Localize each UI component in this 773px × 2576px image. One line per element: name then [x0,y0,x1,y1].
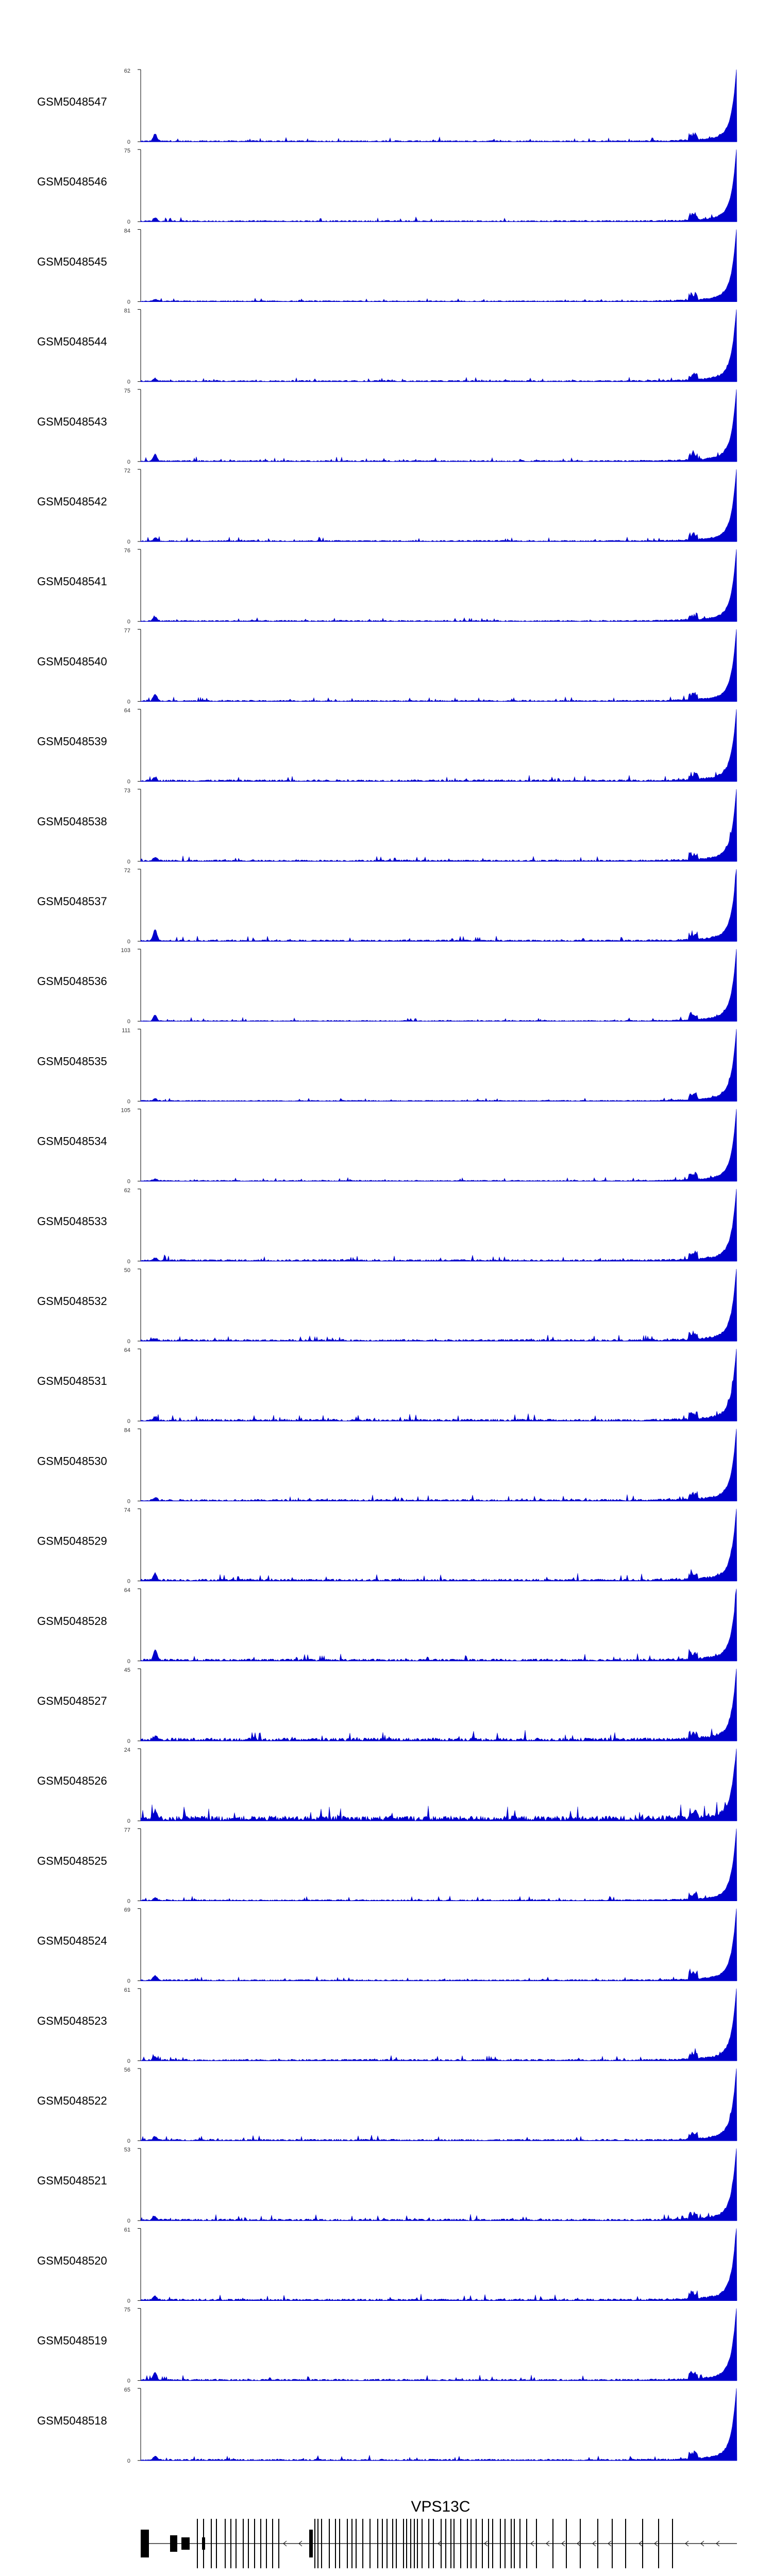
coverage-area [141,1509,737,1581]
track [37,947,737,1025]
y-max-label: 75 [124,2307,130,2313]
y-max-label: 56 [124,2067,130,2073]
gene-exon [536,2519,537,2568]
track [37,2147,737,2224]
track [37,2307,737,2384]
track [37,68,737,145]
gene-exon [492,2519,493,2568]
gene-exon [272,2519,273,2568]
track [37,1987,737,2064]
gene-exon [236,2519,237,2568]
y-max-label: 69 [124,1907,130,1913]
coverage-area [141,2309,737,2381]
y-max-label: 62 [124,1187,130,1194]
gene-exon [417,2519,418,2568]
y-max-label: 24 [124,1747,130,1754]
gene-exon [321,2519,322,2568]
coverage-area [141,2388,737,2461]
y-max-label: 74 [124,1507,130,1514]
gene-exon [356,2519,357,2568]
y-max-label: 45 [124,1667,130,1673]
gene-exon [625,2519,626,2568]
y-min-label: 0 [127,858,130,865]
gene-exon [505,2519,506,2568]
track-name-label: GSM5048541 [37,575,107,588]
track [37,2387,737,2464]
y-min-label: 0 [127,2458,130,2464]
gene-exon [266,2519,267,2568]
track [37,1667,737,1744]
gene-exon [396,2519,397,2568]
y-max-label: 103 [121,947,130,954]
coverage-area [141,1589,737,1661]
coverage-area [141,2069,737,2141]
coverage-area [141,389,737,462]
gene-exon [453,2519,455,2568]
coverage-area [141,949,737,1021]
track [37,548,737,625]
gene-exon [526,2519,527,2568]
y-min-label: 0 [127,1898,130,1905]
gene-exon [597,2519,598,2568]
y-max-label: 53 [124,2147,130,2154]
gene-exon [441,2519,442,2568]
gene-exon [203,2519,204,2568]
y-min-label: 0 [127,619,130,625]
gene-exon [428,2519,429,2568]
track-name-label: GSM5048545 [37,255,107,268]
y-max-label: 72 [124,868,130,874]
gene-exon [580,2519,581,2568]
y-min-label: 0 [127,778,130,785]
gene-exon [243,2519,244,2568]
gene-exon [216,2519,217,2568]
gene-exon [386,2519,388,2568]
gene-exon [470,2519,472,2568]
track [37,388,737,465]
track [37,1587,737,1665]
y-max-label: 75 [124,148,130,155]
y-min-label: 0 [127,1178,130,1185]
y-min-label: 0 [127,1338,130,1345]
coverage-area [141,2148,737,2221]
gene-exon [309,2530,313,2557]
y-max-label: 77 [124,1827,130,1834]
gene-exon [278,2519,279,2568]
track-name-label: GSM5048542 [37,495,107,508]
y-min-label: 0 [127,219,130,226]
y-max-label: 81 [124,308,130,314]
gene-exon [335,2519,336,2568]
track-name-label: GSM5048521 [37,2174,107,2188]
gene-name-label: VPS13C [411,2498,470,2515]
track-name-label: GSM5048544 [37,335,107,348]
y-min-label: 0 [127,1498,130,1505]
track [37,1347,737,1425]
y-min-label: 0 [127,1258,130,1265]
y-max-label: 84 [124,1427,130,1434]
gene-exon [351,2519,352,2568]
track [37,1507,737,1585]
y-max-label: 62 [124,68,130,74]
y-min-label: 0 [127,2218,130,2225]
y-max-label: 64 [124,707,130,714]
gene-exon [230,2519,231,2568]
gene-exon [406,2519,407,2568]
gene-exon [672,2519,673,2568]
track-name-label: GSM5048518 [37,2414,107,2427]
track-name-label: GSM5048543 [37,415,107,428]
y-max-label: 64 [124,1347,130,1354]
y-min-label: 0 [127,939,130,945]
track-name-label: GSM5048522 [37,2094,107,2107]
gene-exon [329,2519,330,2568]
gene-exon [362,2519,363,2568]
coverage-area [141,1828,737,1901]
track [37,1907,737,1985]
gene-exon [197,2519,198,2568]
gene-track [141,2498,737,2568]
track-name-label: GSM5048530 [37,1454,107,1468]
track-name-label: GSM5048546 [37,175,107,189]
gene-exon [369,2519,371,2568]
y-max-label: 76 [124,548,130,554]
coverage-area [141,2228,737,2300]
gene-exon [511,2519,512,2568]
y-max-label: 84 [124,228,130,234]
gene-exon [433,2519,434,2568]
y-min-label: 0 [127,1818,130,1825]
coverage-area [141,1749,737,1821]
track-name-label: GSM5048539 [37,735,107,748]
y-min-label: 0 [127,139,130,145]
coverage-area [141,789,737,861]
track-name-label: GSM5048534 [37,1134,107,1148]
coverage-area [141,1989,737,2061]
gene-exon [392,2519,393,2568]
track-name-label: GSM5048519 [37,2334,107,2347]
gene-exon [482,2519,483,2568]
track-name-label: GSM5048537 [37,895,107,908]
y-min-label: 0 [127,2298,130,2304]
y-min-label: 0 [127,1978,130,1985]
coverage-area [141,869,737,941]
gene-exon [612,2519,613,2568]
track [37,1267,737,1345]
track-name-label: GSM5048535 [37,1055,107,1068]
y-min-label: 0 [127,2378,130,2384]
gene-exon [186,2537,190,2550]
gene-model [141,2519,737,2568]
coverage-area [141,70,737,142]
track [37,1427,737,1504]
track [37,708,737,785]
coverage-area [141,1189,737,1261]
gene-exon [460,2519,461,2568]
y-min-label: 0 [127,459,130,465]
y-max-label: 50 [124,1267,130,1274]
track [37,2067,737,2144]
track [37,148,737,225]
gene-exon [377,2519,378,2568]
y-max-label: 61 [124,2227,130,2233]
gene-exon [422,2519,423,2568]
gene-exon [347,2519,348,2568]
gene-exon [488,2519,489,2568]
gene-exon [658,2519,659,2568]
track-name-label: GSM5048540 [37,655,107,668]
gene-exon [414,2519,415,2568]
coverage-area [141,310,737,382]
y-min-label: 0 [127,1578,130,1585]
coverage-area [141,709,737,782]
y-max-label: 64 [124,1587,130,1594]
y-min-label: 0 [127,1738,130,1744]
y-max-label: 73 [124,787,130,794]
y-max-label: 75 [124,387,130,394]
y-min-label: 0 [127,2058,130,2064]
gene-exon [170,2535,177,2552]
track [37,1827,737,1904]
gene-exon [642,2519,643,2568]
coverage-area [141,629,737,701]
coverage-area [141,469,737,541]
gene-exon [248,2519,249,2568]
y-min-label: 0 [127,2138,130,2144]
y-max-label: 111 [122,1027,130,1034]
y-min-label: 0 [127,539,130,545]
track [37,1108,737,1185]
track-name-label: GSM5048547 [37,95,107,108]
gene-exon [317,2519,318,2568]
y-min-label: 0 [127,379,130,385]
track-name-label: GSM5048527 [37,1694,107,1707]
y-min-label: 0 [127,1418,130,1425]
gene-exon [254,2519,255,2568]
track-name-label: GSM5048533 [37,1214,107,1228]
gene-exon [519,2519,520,2568]
track-name-label: GSM5048526 [37,1774,107,1788]
track-name-label: GSM5048523 [37,2014,107,2027]
gene-exon [211,2519,212,2568]
coverage-area [141,1029,737,1101]
gene-exon [552,2519,553,2568]
y-min-label: 0 [127,699,130,705]
track [37,308,737,385]
coverage-area [141,1429,737,1501]
gene-exon [403,2519,404,2568]
gene-exon [260,2519,261,2568]
gene-exon [476,2519,477,2568]
coverage-area [141,1909,737,1981]
track-name-label: GSM5048531 [37,1375,107,1388]
track [37,468,737,545]
gene-exon [566,2519,567,2568]
track-name-label: GSM5048538 [37,815,107,828]
gene-exon [467,2519,468,2568]
gene-exon [500,2519,501,2568]
y-min-label: 0 [127,1098,130,1105]
track [37,868,737,945]
track [37,2227,737,2304]
track [37,1188,737,1265]
y-max-label: 77 [124,628,130,634]
track [37,1027,737,1105]
y-max-label: 65 [124,2386,130,2393]
coverage-area [141,1109,737,1181]
track [37,628,737,705]
track [37,788,737,865]
y-min-label: 0 [127,299,130,306]
coverage-area [141,229,737,301]
gene-exon [514,2519,515,2568]
gene-exon [445,2519,446,2568]
track-name-label: GSM5048524 [37,1934,107,1947]
track-name-label: GSM5048525 [37,1854,107,1868]
y-max-label: 72 [124,468,130,474]
track-name-label: GSM5048536 [37,975,107,988]
y-max-label: 61 [124,1987,130,1993]
gene-exon [314,2519,315,2568]
coverage-area [141,1349,737,1421]
track [37,228,737,305]
gene-exon [181,2537,186,2550]
track-name-label: GSM5048520 [37,2254,107,2267]
coverage-area [141,549,737,621]
y-max-label: 105 [121,1107,130,1114]
y-min-label: 0 [127,1019,130,1025]
coverage-area [141,1269,737,1341]
gene-exon [450,2519,451,2568]
track-name-label: GSM5048532 [37,1295,107,1308]
gene-exon [410,2519,411,2568]
track [37,1747,737,1824]
track-name-label: GSM5048529 [37,1534,107,1548]
gene-exon [382,2519,383,2568]
coverage-area [141,1669,737,1741]
gene-exon [225,2519,226,2568]
y-min-label: 0 [127,1658,130,1665]
gene-exon [339,2519,340,2568]
signal-tracks [37,68,737,2464]
gene-exon [141,2530,149,2557]
coverage-area [141,149,737,222]
track-name-label: GSM5048528 [37,1614,107,1628]
